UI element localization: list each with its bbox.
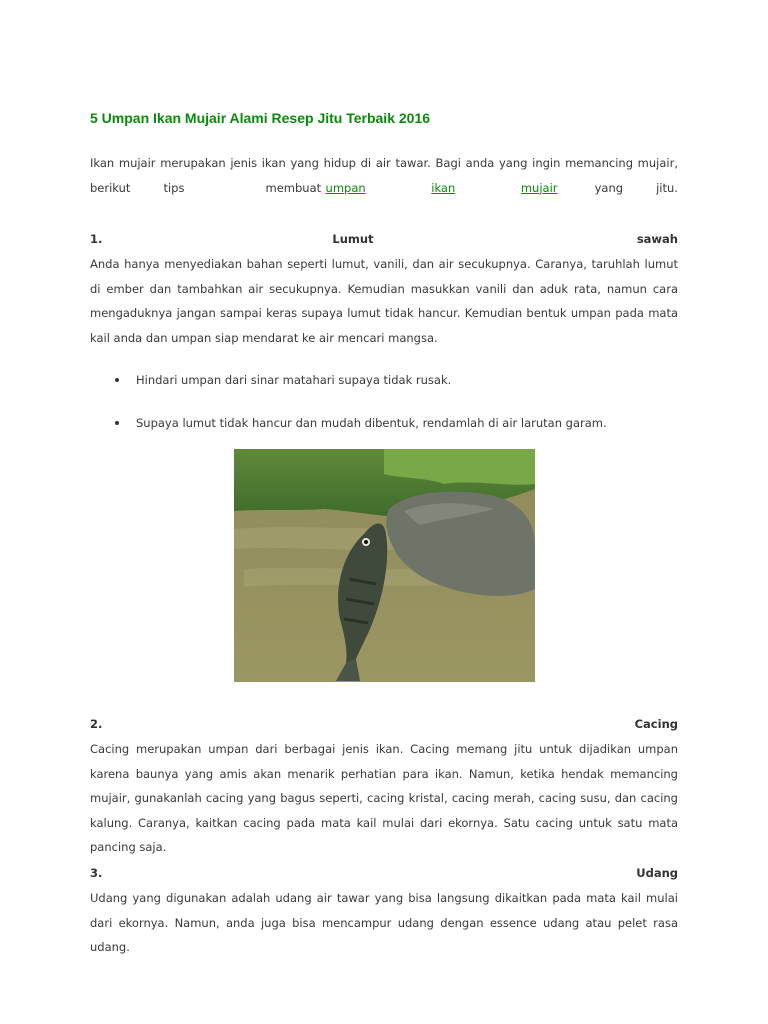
bullet-icon [115, 378, 119, 382]
section-1-tips [112, 372, 672, 458]
article-title: 5 Umpan Ikan Mujair Alami Resep Jitu Terbaik 2016 [90, 110, 431, 126]
section-3-heading: 3. Udang [90, 866, 678, 880]
section-2-heading: 2. Cacing [90, 717, 678, 731]
section-2-body: Cacing merupakan umpan dari berbagai jenis ikan. Cacing memang jitu untuk dijadikan umpan karena baunya yang amis akan menarik perhatian para ikan. Namun, ketika hendak memancing mujair, gunakanlah cacing yang bagus seperti, cacing kristal, cacing merah, cacing susu, dan cacing kalung. Caranya, kaitkan cacing pada mata kail mulai dari ekornya. Satu cacing untuk satu mata pancing saja. [90, 742, 678, 854]
fish-photo-image [234, 449, 535, 682]
intro-line-1: Ikan mujair merupakan jenis ikan yang hidup di air tawar. Bagi anda yang ingin memancing mujair, [90, 156, 678, 170]
intro-line-2: berikut tips membuat umpan ikan mujair yang jitu. [90, 176, 678, 201]
umpan-ikan-mujair-link[interactable]: umpan ikan mujair [325, 180, 558, 195]
list-item: Hindari umpan dari sinar matahari supaya tidak rusak. [112, 372, 672, 415]
section-1-body: Anda hanya menyediakan bahan seperti lumut, vanili, dan air secukupnya. Caranya, taruhlah lumut di ember dan tambahkan air secukupnya. Kemudian masukkan vanili dan aduk rata, namun cara mengaduknya jangan sampai keras supaya lumut tidak hancur. Kemudian bentuk umpan pada mata kail anda dan umpan siap mendarat ke air mencari mangsa. [90, 257, 678, 345]
list-item: Supaya lumut tidak hancur dan mudah dibentuk, rendamlah di air larutan garam. [112, 415, 672, 458]
section-3-body: Udang yang digunakan adalah udang air tawar yang bisa langsung dikaitkan pada mata kail mulai dari ekornya. Namun, anda juga bisa mencampur udang dengan essence udang atau pelet rasa udang. [90, 891, 678, 954]
section-1-heading: 1. Lumut sawah [90, 232, 678, 246]
fish-photo [234, 449, 535, 682]
bullet-icon [115, 421, 119, 425]
intro-paragraph [90, 151, 678, 200]
